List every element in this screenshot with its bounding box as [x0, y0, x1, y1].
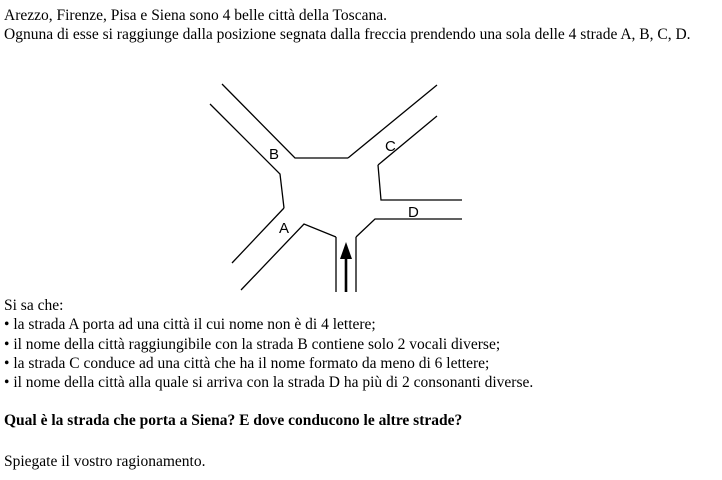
- closing-instruction: Spiegate il vostro ragionamento.: [4, 453, 206, 470]
- fact-item: • la strada C conduce ad una città che ha il nome formato da meno di 6 lettere;: [4, 354, 716, 373]
- road-a-edge-upper: [232, 208, 284, 263]
- facts-heading: Si sa che:: [4, 297, 64, 314]
- fact-item: • la strada A porta ad una città il cui nome non è di 4 lettere;: [4, 315, 716, 334]
- facts-list: [4, 315, 716, 392]
- intro-text: [4, 6, 716, 44]
- question-text: Qual è la strada che porta a Siena? E dove conducono le altre strade?: [4, 412, 463, 429]
- road-label-a: A: [279, 220, 290, 237]
- road-d-edge-lower: [356, 219, 462, 237]
- road-d-edge-upper: [378, 165, 462, 200]
- intro-line-1: Arezzo, Firenze, Pisa e Siena sono 4 belle città della Toscana.: [4, 7, 387, 24]
- fact-item: • il nome della città raggiungibile con la strada B contiene solo 2 vocali diverse;: [4, 335, 716, 354]
- road-label-c: C: [385, 138, 396, 155]
- fact-item: • il nome della città alla quale si arriva con la strada D ha più di 2 consonanti diverse.: [4, 373, 716, 392]
- roads-diagram: [200, 78, 480, 298]
- start-arrow-head: [340, 242, 352, 259]
- facts-section: [4, 296, 716, 392]
- road-label-b: B: [269, 146, 280, 163]
- road-b-edge-outer: [222, 84, 348, 158]
- road-label-d: D: [408, 204, 419, 221]
- intro-line-2: Ognuna di esse si raggiunge dalla posizione segnata dalla freccia prendendo una sola delle 4 strade A, B, C, D.: [4, 26, 691, 43]
